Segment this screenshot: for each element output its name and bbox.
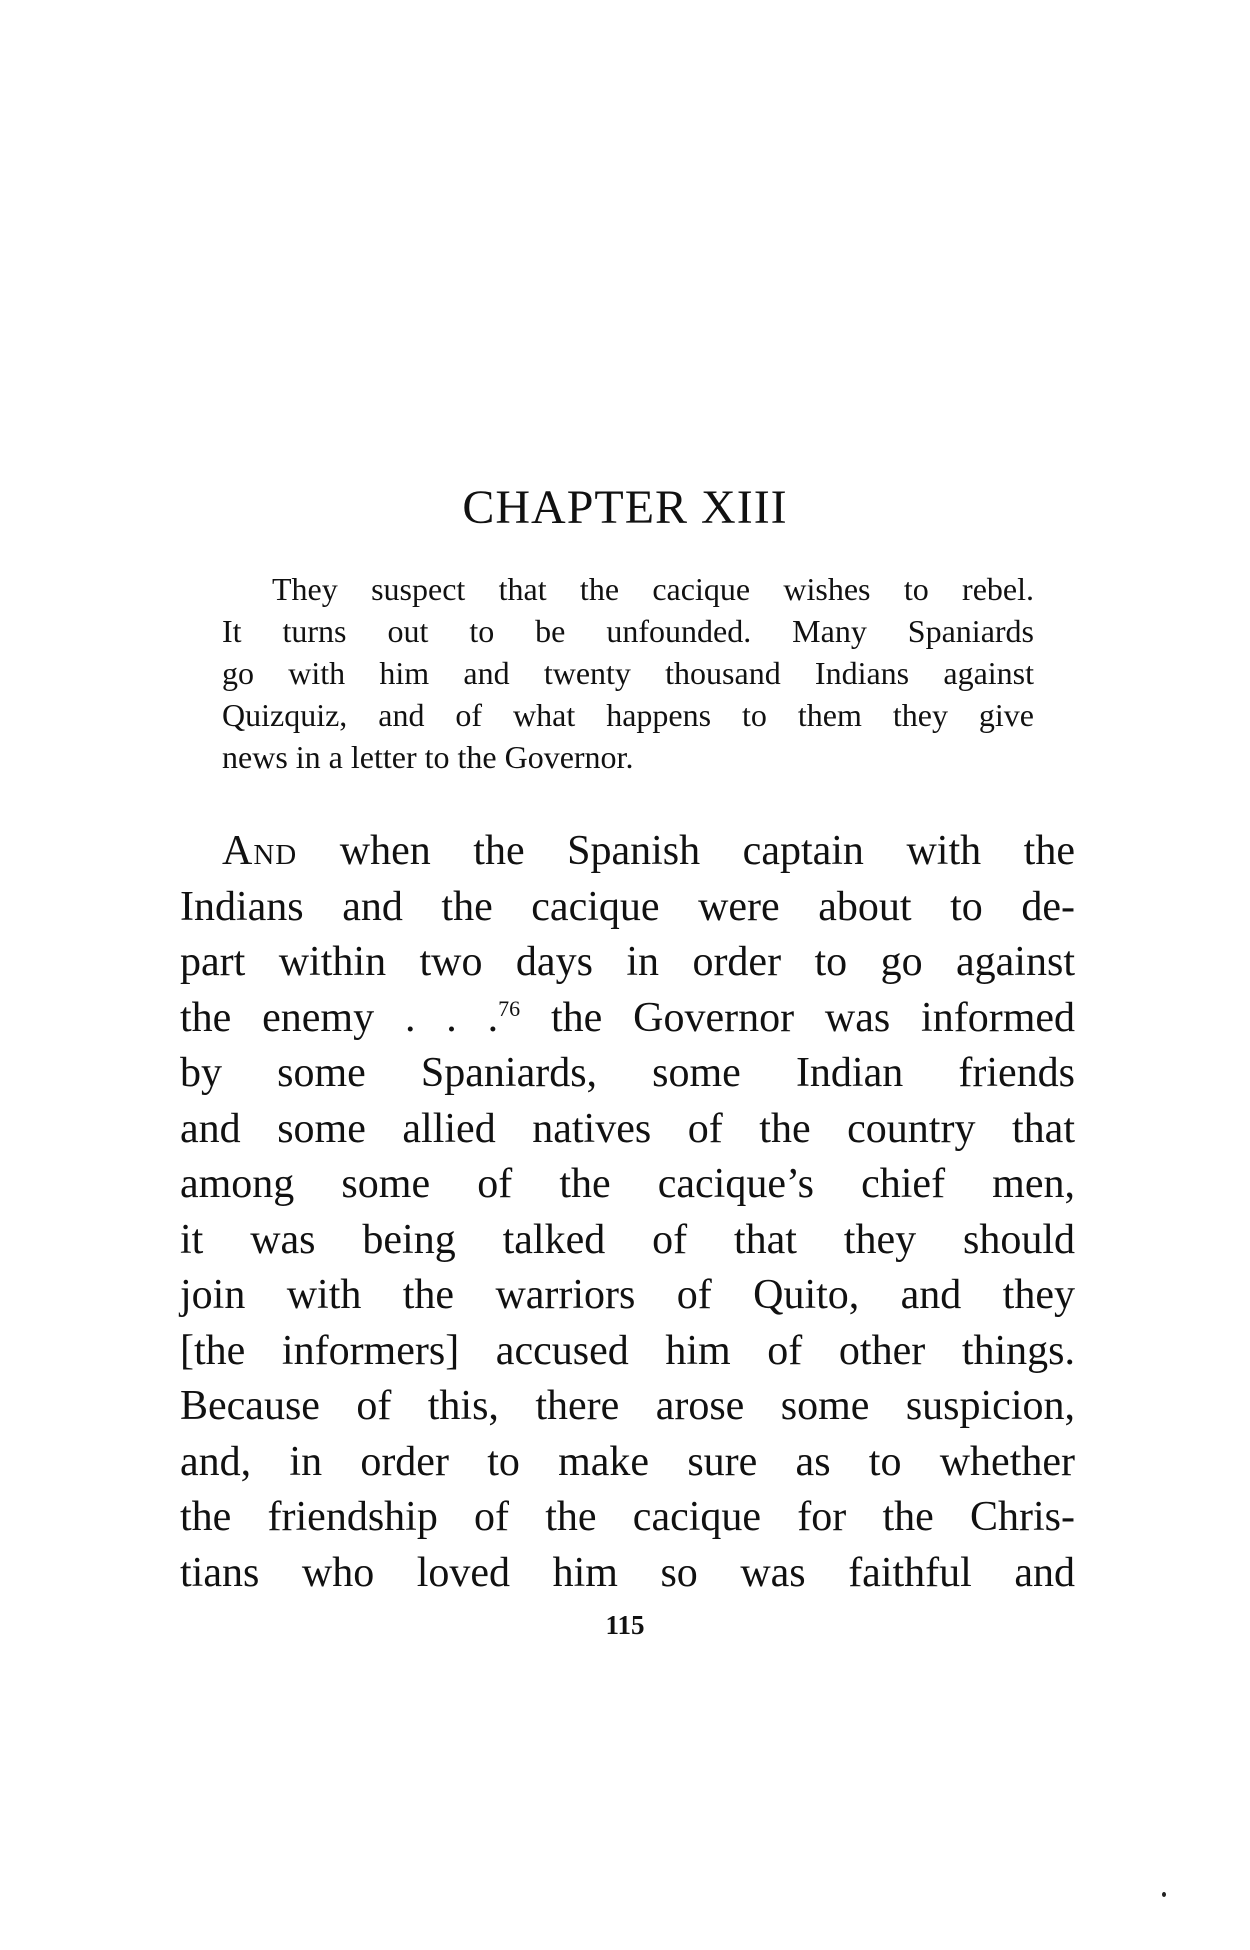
lead-word: And [222, 828, 298, 874]
summary-line: news in a letter to the Governor. [222, 739, 634, 775]
body-line: [the informers] accused him of other things. [180, 1327, 1075, 1374]
body-line [180, 991, 1075, 1047]
body-paragraph [180, 824, 1075, 1601]
scan-speck [1162, 1892, 1166, 1897]
summary-line: They suspect that the cacique wishes to rebel. [272, 571, 1034, 607]
body-line: Because of this, there arose some suspicion, [180, 1383, 1075, 1429]
enemy-line-after: the Governor was informed [520, 994, 1076, 1041]
body-line: part within two days in order to go against [180, 939, 1075, 985]
first-line-rest: when the Spanish captain with the [297, 828, 1075, 874]
chapter-title: CHAPTER XIII [462, 481, 788, 534]
body-line: join with the warriors of Quito, and they [180, 1272, 1075, 1318]
body-line: Indians and the cacique were about to de- [180, 883, 1075, 930]
body-line [180, 824, 1075, 880]
body-line: and, in order to make sure as to whether [180, 1438, 1075, 1485]
body-line: it was being talked of that they should [180, 1216, 1075, 1263]
footnote-reference: 76 [498, 995, 521, 1021]
summary-line: It turns out to be unfounded. Many Spaniards [222, 613, 1034, 649]
body-line: by some Spaniards, some Indian friends [180, 1050, 1075, 1096]
enemy-line-before: the enemy . . . [180, 994, 499, 1041]
chapter-summary [222, 568, 1034, 778]
page-number: 115 [605, 1610, 645, 1640]
body-line: tians who loved him so was faithful and [180, 1549, 1075, 1596]
body-line: the friendship of the cacique for the Chris- [180, 1494, 1075, 1540]
body-line: among some of the cacique’s chief men, [180, 1161, 1075, 1207]
summary-line: Quizquiz, and of what happens to them they give [222, 697, 1034, 733]
body-line: and some allied natives of the country that [180, 1105, 1075, 1152]
summary-line: go with him and twenty thousand Indians against [222, 655, 1034, 691]
